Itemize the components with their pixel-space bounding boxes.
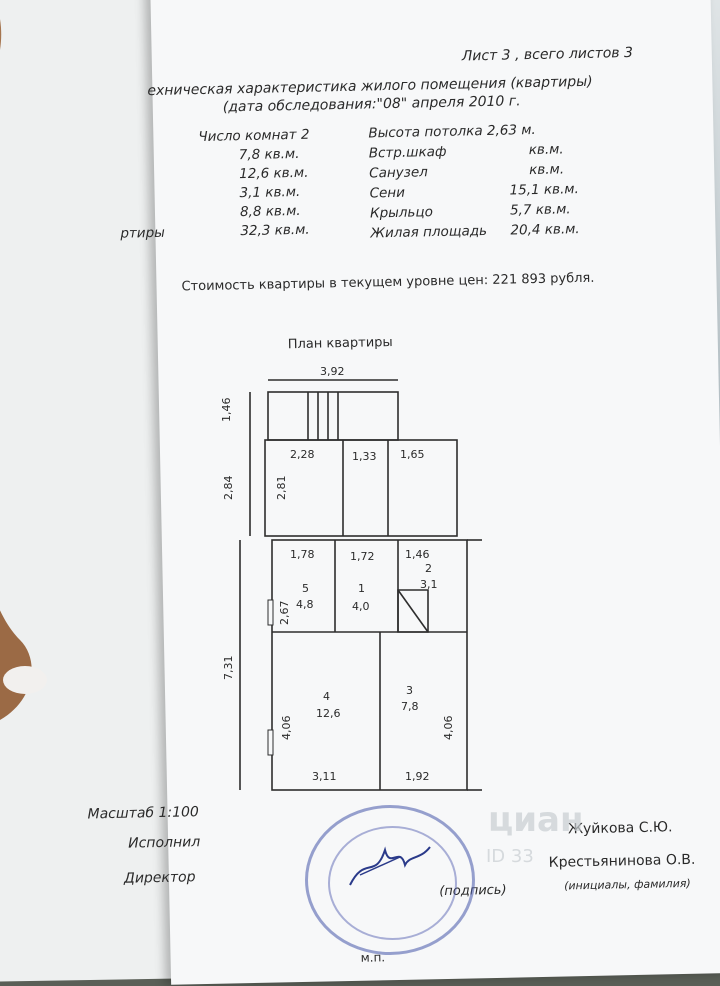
initials-caption: (инициалы, фамилия) bbox=[564, 876, 691, 893]
dim-room-c: 1,65 bbox=[400, 448, 425, 461]
executed-label: Исполнил bbox=[128, 834, 201, 852]
document-title: ехническая характеристика жилого помещения (квартиры) bbox=[147, 73, 593, 100]
dim-small-height: 2,67 bbox=[278, 600, 291, 625]
dim-bottom-left: 3,11 bbox=[312, 770, 337, 783]
closet-value: кв.м. bbox=[528, 141, 564, 159]
survey-date: (дата обследования:"08" апреля 2010 г. bbox=[222, 93, 521, 116]
room-1-area: 4,0 bbox=[352, 600, 370, 613]
dim-bottom-right: 1,92 bbox=[405, 770, 430, 783]
dim-top-width: 3,92 bbox=[320, 365, 345, 378]
dim-porch-height: 1,46 bbox=[220, 397, 233, 422]
executor-name: Жуйкова С.Ю. bbox=[567, 819, 673, 838]
room-3-number: 3 bbox=[406, 684, 413, 697]
plan-title: План квартиры bbox=[287, 334, 393, 353]
closet-label: Встр.шкаф bbox=[368, 143, 447, 162]
porch-value: 5,7 кв.м. bbox=[509, 201, 571, 219]
house-outline bbox=[272, 540, 467, 790]
entryway-label: Сени bbox=[369, 184, 406, 202]
bathroom-value: кв.м. bbox=[529, 161, 565, 179]
signature-caption: (подпись) bbox=[439, 882, 507, 900]
dim-big-left: 4,06 bbox=[280, 715, 293, 740]
seal-place-label: м.п. bbox=[360, 950, 386, 965]
dim-entry-outer: 2,84 bbox=[222, 475, 235, 500]
dim-w2: 1,72 bbox=[350, 550, 375, 563]
dim-room-b: 1,33 bbox=[352, 450, 377, 463]
dim-big-right: 4,06 bbox=[442, 715, 455, 740]
room-5-area: 4,8 bbox=[296, 598, 314, 611]
scale-label: Масштаб 1:100 bbox=[87, 804, 200, 823]
area-value-3: 3,1 кв.м. bbox=[239, 183, 301, 202]
living-area-label: Жилая площадь bbox=[370, 222, 488, 242]
bathroom-label: Санузел bbox=[369, 164, 428, 182]
watermark-brand: циан bbox=[488, 800, 584, 840]
signature-scribble bbox=[345, 835, 435, 895]
area-value-2: 12,6 кв.м. bbox=[239, 164, 309, 183]
director-label: Директор bbox=[123, 869, 196, 887]
room-2-number: 2 bbox=[425, 562, 432, 575]
ceiling-height: Высота потолка 2,63 м. bbox=[368, 121, 536, 142]
dim-w3: 1,46 bbox=[405, 548, 430, 561]
dim-entry-inner: 2,81 bbox=[275, 475, 288, 500]
room-4-number: 4 bbox=[323, 690, 330, 703]
apartment-price: Стоимость квартиры в текущем уровне цен: 221 893 рубля. bbox=[181, 270, 595, 295]
room-2-area: 3,1 bbox=[420, 578, 438, 591]
dim-total-height: 7,31 bbox=[222, 655, 235, 680]
room-3-area: 7,8 bbox=[401, 700, 419, 713]
entryway-value: 15,1 кв.м. bbox=[509, 181, 579, 199]
sheet-number: Лист 3 , всего листов 3 bbox=[461, 44, 634, 65]
floor-plan bbox=[220, 360, 490, 800]
area-value-4: 8,8 кв.м. bbox=[239, 202, 301, 221]
dim-room-a: 2,28 bbox=[290, 448, 315, 461]
rooms-count: Число комнат 2 bbox=[198, 126, 310, 146]
watermark-id: ID 33 bbox=[486, 846, 534, 867]
room-4-area: 12,6 bbox=[316, 707, 341, 720]
total-label-cut: ртиры bbox=[120, 224, 166, 242]
porch-label: Крыльцо bbox=[369, 204, 434, 222]
area-value-total: 32,3 кв.м. bbox=[240, 221, 310, 240]
living-area-value: 20,4 кв.м. bbox=[510, 221, 580, 239]
porch-outline bbox=[268, 392, 398, 440]
room-5-number: 5 bbox=[302, 582, 309, 595]
director-name: Крестьянинова О.В. bbox=[548, 851, 696, 871]
area-value-1: 7,8 кв.м. bbox=[238, 145, 300, 164]
dim-w1: 1,78 bbox=[290, 548, 315, 561]
room-1-number: 1 bbox=[358, 582, 365, 595]
